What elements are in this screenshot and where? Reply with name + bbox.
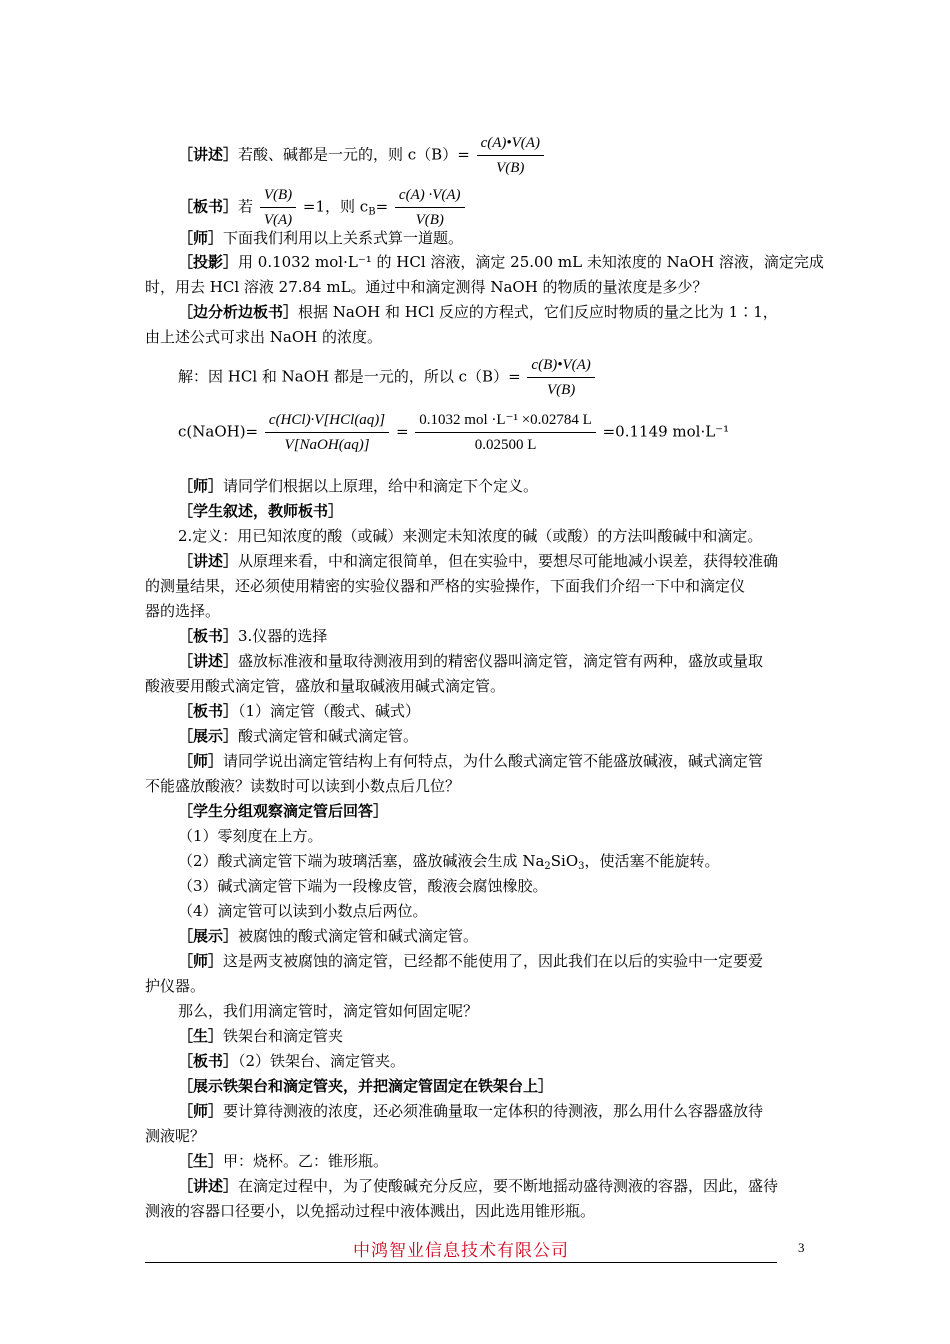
- text: SiO: [550, 852, 579, 870]
- footer-company: 中鸿智业信息技术有限公司: [353, 1241, 569, 1261]
- text: 的测量结果，还必须使用精密的实验仪器和严格的实验操作，下面我们介绍一下中和滴定仪: [145, 577, 746, 595]
- text: 2.定义：用已知浓度的酸（或碱）来测定未知浓度的碱（或酸）的方法叫酸碱中和滴定。: [178, 527, 763, 545]
- para-show-1: [178, 724, 848, 749]
- para-board-4: [178, 1049, 848, 1074]
- subscript: B: [368, 206, 376, 218]
- para-question: [178, 999, 848, 1024]
- para-lecture-3: [178, 649, 848, 674]
- para-lecture-2-cont2: [145, 599, 815, 624]
- para-definition: [178, 524, 848, 549]
- text: 测液的容器口径要小，以免摇动过程中液体溅出，因此选用锥形瓶。: [145, 1202, 596, 1220]
- text: 请同学们根据以上原理，给中和滴定下个定义。: [223, 477, 539, 495]
- tag: ［生］: [178, 1027, 224, 1045]
- text: 下面我们利用以上关系式算一道题。: [223, 229, 464, 247]
- numerator: c(HCl)·V[HCl(aq)]: [265, 410, 389, 433]
- para-analysis: [178, 300, 848, 325]
- subscript: 2: [544, 861, 551, 872]
- para-lecture-2: [178, 549, 848, 574]
- para-teacher-1: [178, 226, 848, 251]
- text: （3）碱式滴定管下端为一段橡皮管，酸液会腐蚀橡胶。: [178, 877, 548, 895]
- para-student-group: [178, 799, 848, 824]
- tag: ［讲述］: [178, 1177, 239, 1195]
- text: 器的选择。: [145, 602, 221, 620]
- para-show-3: [178, 1074, 848, 1099]
- text: （2）铁架台、滴定管夹。: [238, 1052, 406, 1070]
- text: 3.仪器的选择: [238, 627, 328, 645]
- text: 要计算待测液的浓度，还必须准确量取一定体积的待测液，那么用什么容器盛放待: [223, 1102, 764, 1120]
- equals: =: [375, 197, 389, 216]
- para-projection-cont: [145, 275, 815, 300]
- numerator: c(A)•V(A): [477, 133, 544, 156]
- text: 用 0.1032 mol·L⁻¹ 的 HCl 溶液，滴定 25.00 mL 未知浓度的 NaOH 溶液，滴定完成: [238, 253, 824, 271]
- tag: ［生］: [178, 1152, 224, 1170]
- text: （4）滴定管可以读到小数点后两位。: [178, 902, 428, 920]
- tag: ［师］: [178, 752, 224, 770]
- para-calculation: [178, 410, 848, 455]
- para-lecture-1: [178, 133, 848, 178]
- tag: ［学生分组观察滴定管后回答］: [178, 802, 389, 820]
- text: 盛放标准液和量取待测液用到的精密仪器叫滴定管，滴定管有两种，盛放或量取: [238, 652, 764, 670]
- list-item: [178, 899, 848, 924]
- denominator: V(B): [496, 160, 525, 176]
- tag: ［师］: [178, 1102, 224, 1120]
- para-board-3: [178, 699, 848, 724]
- para-analysis-cont: [145, 325, 815, 350]
- tag: ［边分析边板书］: [178, 303, 299, 321]
- tag: ［讲述］: [178, 552, 239, 570]
- footer-divider: [145, 1262, 777, 1263]
- formula-fraction: [265, 410, 389, 455]
- text: =1，则 c: [302, 197, 369, 216]
- numerator: c(A) ·V(A): [395, 185, 465, 208]
- text: 时，用去 HCl 溶液 27.84 mL。通过中和滴定测得 NaOH 的物质的量浓度是多少？: [145, 278, 708, 296]
- text: 被腐蚀的酸式滴定管和碱式滴定管。: [238, 927, 479, 945]
- formula-fraction: [415, 410, 596, 455]
- denominator: V(B): [546, 382, 576, 398]
- para-board-1: [178, 185, 848, 230]
- para-teacher-5-cont: [145, 1124, 815, 1149]
- tag: ［讲述］: [178, 145, 239, 164]
- para-solution: [178, 355, 848, 400]
- para-lecture-4-cont: [145, 1199, 815, 1224]
- text: （2）酸式滴定管下端为玻璃活塞，盛放碱液会生成 Na: [178, 852, 545, 870]
- result: =0.1149 mol·L⁻¹: [602, 422, 730, 441]
- tag: ［投影］: [178, 253, 239, 271]
- list-item: [178, 874, 848, 899]
- tag: ［板书］: [178, 197, 239, 216]
- para-board-2: [178, 624, 848, 649]
- tag: ［展示］: [178, 927, 239, 945]
- tag: ［讲述］: [178, 652, 239, 670]
- para-lecture-2-cont: [145, 574, 815, 599]
- denominator: V(B): [415, 212, 444, 228]
- numerator: V(B): [260, 185, 296, 208]
- text: 测液呢？: [145, 1127, 206, 1145]
- para-teacher-2: [178, 474, 848, 499]
- text: 若: [238, 197, 254, 216]
- text: 请同学说出滴定管结构上有何特点，为什么酸式滴定管不能盛放碱液，碱式滴定管: [223, 752, 764, 770]
- list-item: [178, 824, 848, 849]
- tag: ［师］: [178, 477, 224, 495]
- tag: ［板书］: [178, 702, 239, 720]
- tag: ［学生叙述，教师板书］: [178, 502, 344, 520]
- text: （1）零刻度在上方。: [178, 827, 323, 845]
- formula-fraction: [395, 185, 465, 230]
- tag: ［展示］: [178, 727, 239, 745]
- numerator: 0.1032 mol ·L⁻¹ ×0.02784 L: [415, 410, 596, 433]
- page-number: 3: [798, 1240, 805, 1255]
- text: 若酸、碱都是一元的，则 c（B）=: [238, 145, 470, 164]
- text: 从原理来看，中和滴定很简单，但在实验中，要想尽可能地减小误差，获得较准确: [238, 552, 779, 570]
- para-student-1: [178, 1024, 848, 1049]
- formula-fraction: [260, 185, 296, 230]
- subscript: 3: [578, 861, 585, 872]
- para-teacher-4: [178, 949, 848, 974]
- text: ，使活塞不能旋转。: [584, 852, 720, 870]
- text: 解：因 HCl 和 NaOH 都是一元的，所以 c（B）=: [178, 367, 521, 386]
- para-teacher-3: [178, 749, 848, 774]
- text: （1）滴定管（酸式、碱式）: [238, 702, 421, 720]
- text: 酸液要用酸式滴定管，盛放和量取碱液用碱式滴定管。: [145, 677, 506, 695]
- text: 这是两支被腐蚀的滴定管，已经都不能使用了，因此我们在以后的实验中一定要爱: [223, 952, 764, 970]
- tag: ［师］: [178, 229, 224, 247]
- text: 铁架台和滴定管夹: [223, 1027, 344, 1045]
- text: 酸式滴定管和碱式滴定管。: [238, 727, 419, 745]
- denominator: 0.02500 L: [474, 437, 537, 453]
- para-show-2: [178, 924, 848, 949]
- para-teacher-3-cont: [145, 774, 815, 799]
- formula-fraction: [477, 133, 544, 178]
- para-projection: [178, 250, 848, 275]
- text: 甲：烧杯。乙：锥形瓶。: [223, 1152, 389, 1170]
- para-student-2: [178, 1149, 848, 1174]
- text: 由上述公式可求出 NaOH 的浓度。: [145, 328, 382, 346]
- tag: ［师］: [178, 952, 224, 970]
- para-teacher-5: [178, 1099, 848, 1124]
- text: 根据 NaOH 和 HCl 反应的方程式，它们反应时物质的量之比为 1∶1，: [298, 303, 778, 321]
- denominator: V(A): [263, 212, 293, 228]
- text: 护仪器。: [145, 977, 206, 995]
- tag: ［板书］: [178, 1052, 239, 1070]
- text: 在滴定过程中，为了使酸碱充分反应，要不断地摇动盛待测液的容器，因此，盛待: [238, 1177, 779, 1195]
- para-lecture-4: [178, 1174, 848, 1199]
- equals: =: [395, 422, 409, 441]
- numerator: c(B)•V(A): [527, 355, 594, 378]
- para-student-narrate: [178, 499, 848, 524]
- text: 那么，我们用滴定管时，滴定管如何固定呢？: [178, 1002, 479, 1020]
- text: c(NaOH)=: [178, 422, 259, 441]
- para-teacher-4-cont: [145, 974, 815, 999]
- tag: ［展示铁架台和滴定管夹，并把滴定管固定在铁架台上］: [178, 1077, 554, 1095]
- tag: ［板书］: [178, 627, 239, 645]
- denominator: V[NaOH(aq)]: [284, 437, 370, 453]
- para-lecture-3-cont: [145, 674, 815, 699]
- text: 不能盛放酸液？读数时可以读到小数点后几位？: [145, 777, 461, 795]
- formula-fraction: [527, 355, 594, 400]
